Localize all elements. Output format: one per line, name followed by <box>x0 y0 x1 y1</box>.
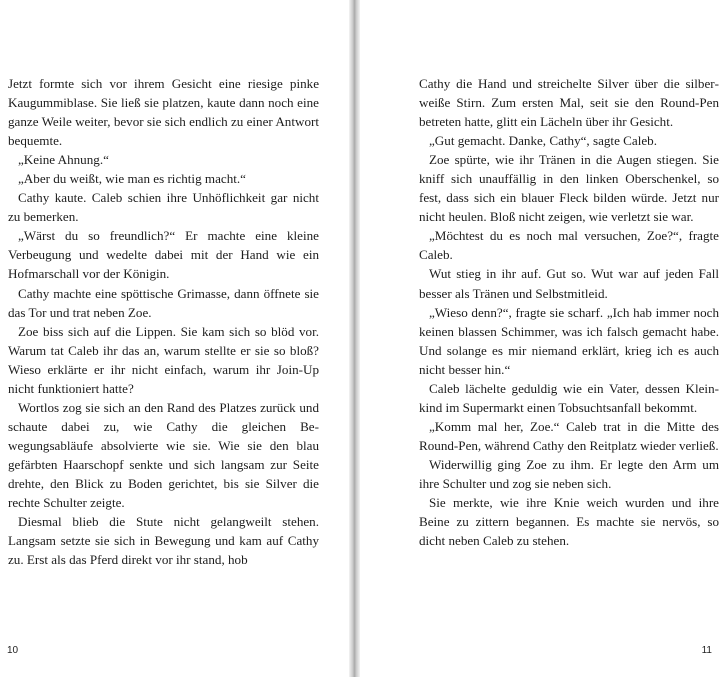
paragraph: Sie merkte, wie ihre Knie weich wurden und ihre Beine zu zittern begannen. Es machte sie nervös, so dicht neben Caleb zu stehen. <box>419 495 719 549</box>
paragraph: „Möchtest du es noch mal versuchen, Zoe?“, fragte Caleb. <box>419 228 719 263</box>
paragraph: Jetzt formte sich vor ihrem Gesicht eine riesige pinke Kaugummiblase. Sie ließ sie platzen, kaute dann noch eine ganze Weile weiter, bevor sie sich endlich zu einer Antwort bequemte. <box>8 76 319 149</box>
paragraph: „Aber du weißt, wie man es richtig macht.“ <box>18 171 246 187</box>
paragraph: Cathy machte eine spöttische Grimasse, dann öffnete sie das Tor und trat neben Zoe. <box>8 285 319 320</box>
right-page <box>360 0 720 677</box>
paragraph: Zoe biss sich auf die Lippen. Sie kam sich so blöd vor. Warum tat Caleb ihr das an, warum stellte er sie so bloß? Wieso erklärte er ihr nicht einfach, warum ihr Join-Up nicht funktioniert hatte? <box>8 323 319 396</box>
paragraph: Caleb lächelte geduldig wie ein Vater, dessen Kleinkind im Supermarkt einen Tobsuchtsanfall bekommt. <box>419 380 719 415</box>
book-gutter <box>349 0 360 677</box>
page-number-left: 10 <box>7 645 19 656</box>
paragraph: „Wärst du so freundlich?“ Er machte eine kleine Verbeugung und wedelte dabei mit der Hand wie ein Hofmarschall vor der Königin. <box>8 228 319 282</box>
paragraph: „Keine Ahnung.“ <box>18 152 109 168</box>
paragraph: Diesmal blieb die Stute nicht gelangweilt stehen. Langsam setzte sie sich in Bewegung und kam auf Cathy zu. Erst als das Pferd direkt vor ihr stand, hob <box>8 514 319 568</box>
left-page-text <box>8 74 319 569</box>
left-page <box>0 0 349 677</box>
page-number-right: 11 <box>701 645 712 656</box>
paragraph: Cathy die Hand und streichelte Silver über die silberweiße Stirn. Zum ersten Mal, seit sie den Round-Pen betreten hatte, glitt ein Lächeln über ihr Gesicht. <box>419 76 719 130</box>
paragraph: Zoe spürte, wie ihr Tränen in die Augen stiegen. Sie kniff sich unauffällig in den linken Oberschenkel, so fest, dass sich ein blauer Fleck bilden würde. Jetzt nur nicht heulen. Bloß nicht zeigen, wie verletzt sie war. <box>419 152 719 225</box>
paragraph: Wut stieg in ihr auf. Gut so. Wut war auf jeden Fall besser als Tränen und Selbstmitleid. <box>419 266 719 301</box>
paragraph: „Wieso denn?“, fragte sie scharf. „Ich hab immer noch keinen blassen Schimmer, was ich falsch gemacht habe. Und solange es mir niemand erklärt, krieg ich es auch nicht besser hin.“ <box>419 304 719 377</box>
paragraph: „Gut gemacht. Danke, Cathy“, sagte Caleb. <box>429 133 657 149</box>
paragraph: Cathy kaute. Caleb schien ihre Unhöflichkeit gar nicht zu bemerken. <box>8 190 319 225</box>
paragraph: Wortlos zog sie sich an den Rand des Platzes zurück und schaute dabei zu, wie Cathy die gleichen Bewegungsabläufe absolvierte wie sie. Wie sie den blau gefärbten Haarschopf senkte und sich langsam zur Seite drehte, den Blick zu Boden gerichtet, bis sie Silver die rechte Schulter zeigte. <box>8 399 319 511</box>
right-page-text <box>419 74 719 550</box>
paragraph: Widerwillig ging Zoe zu ihm. Er legte den Arm um ihre Schulter und zog sie neben sich. <box>419 456 719 491</box>
paragraph: „Komm mal her, Zoe.“ Caleb trat in die Mitte des Round-Pen, während Cathy den Reitplatz wieder verließ. <box>419 418 719 453</box>
